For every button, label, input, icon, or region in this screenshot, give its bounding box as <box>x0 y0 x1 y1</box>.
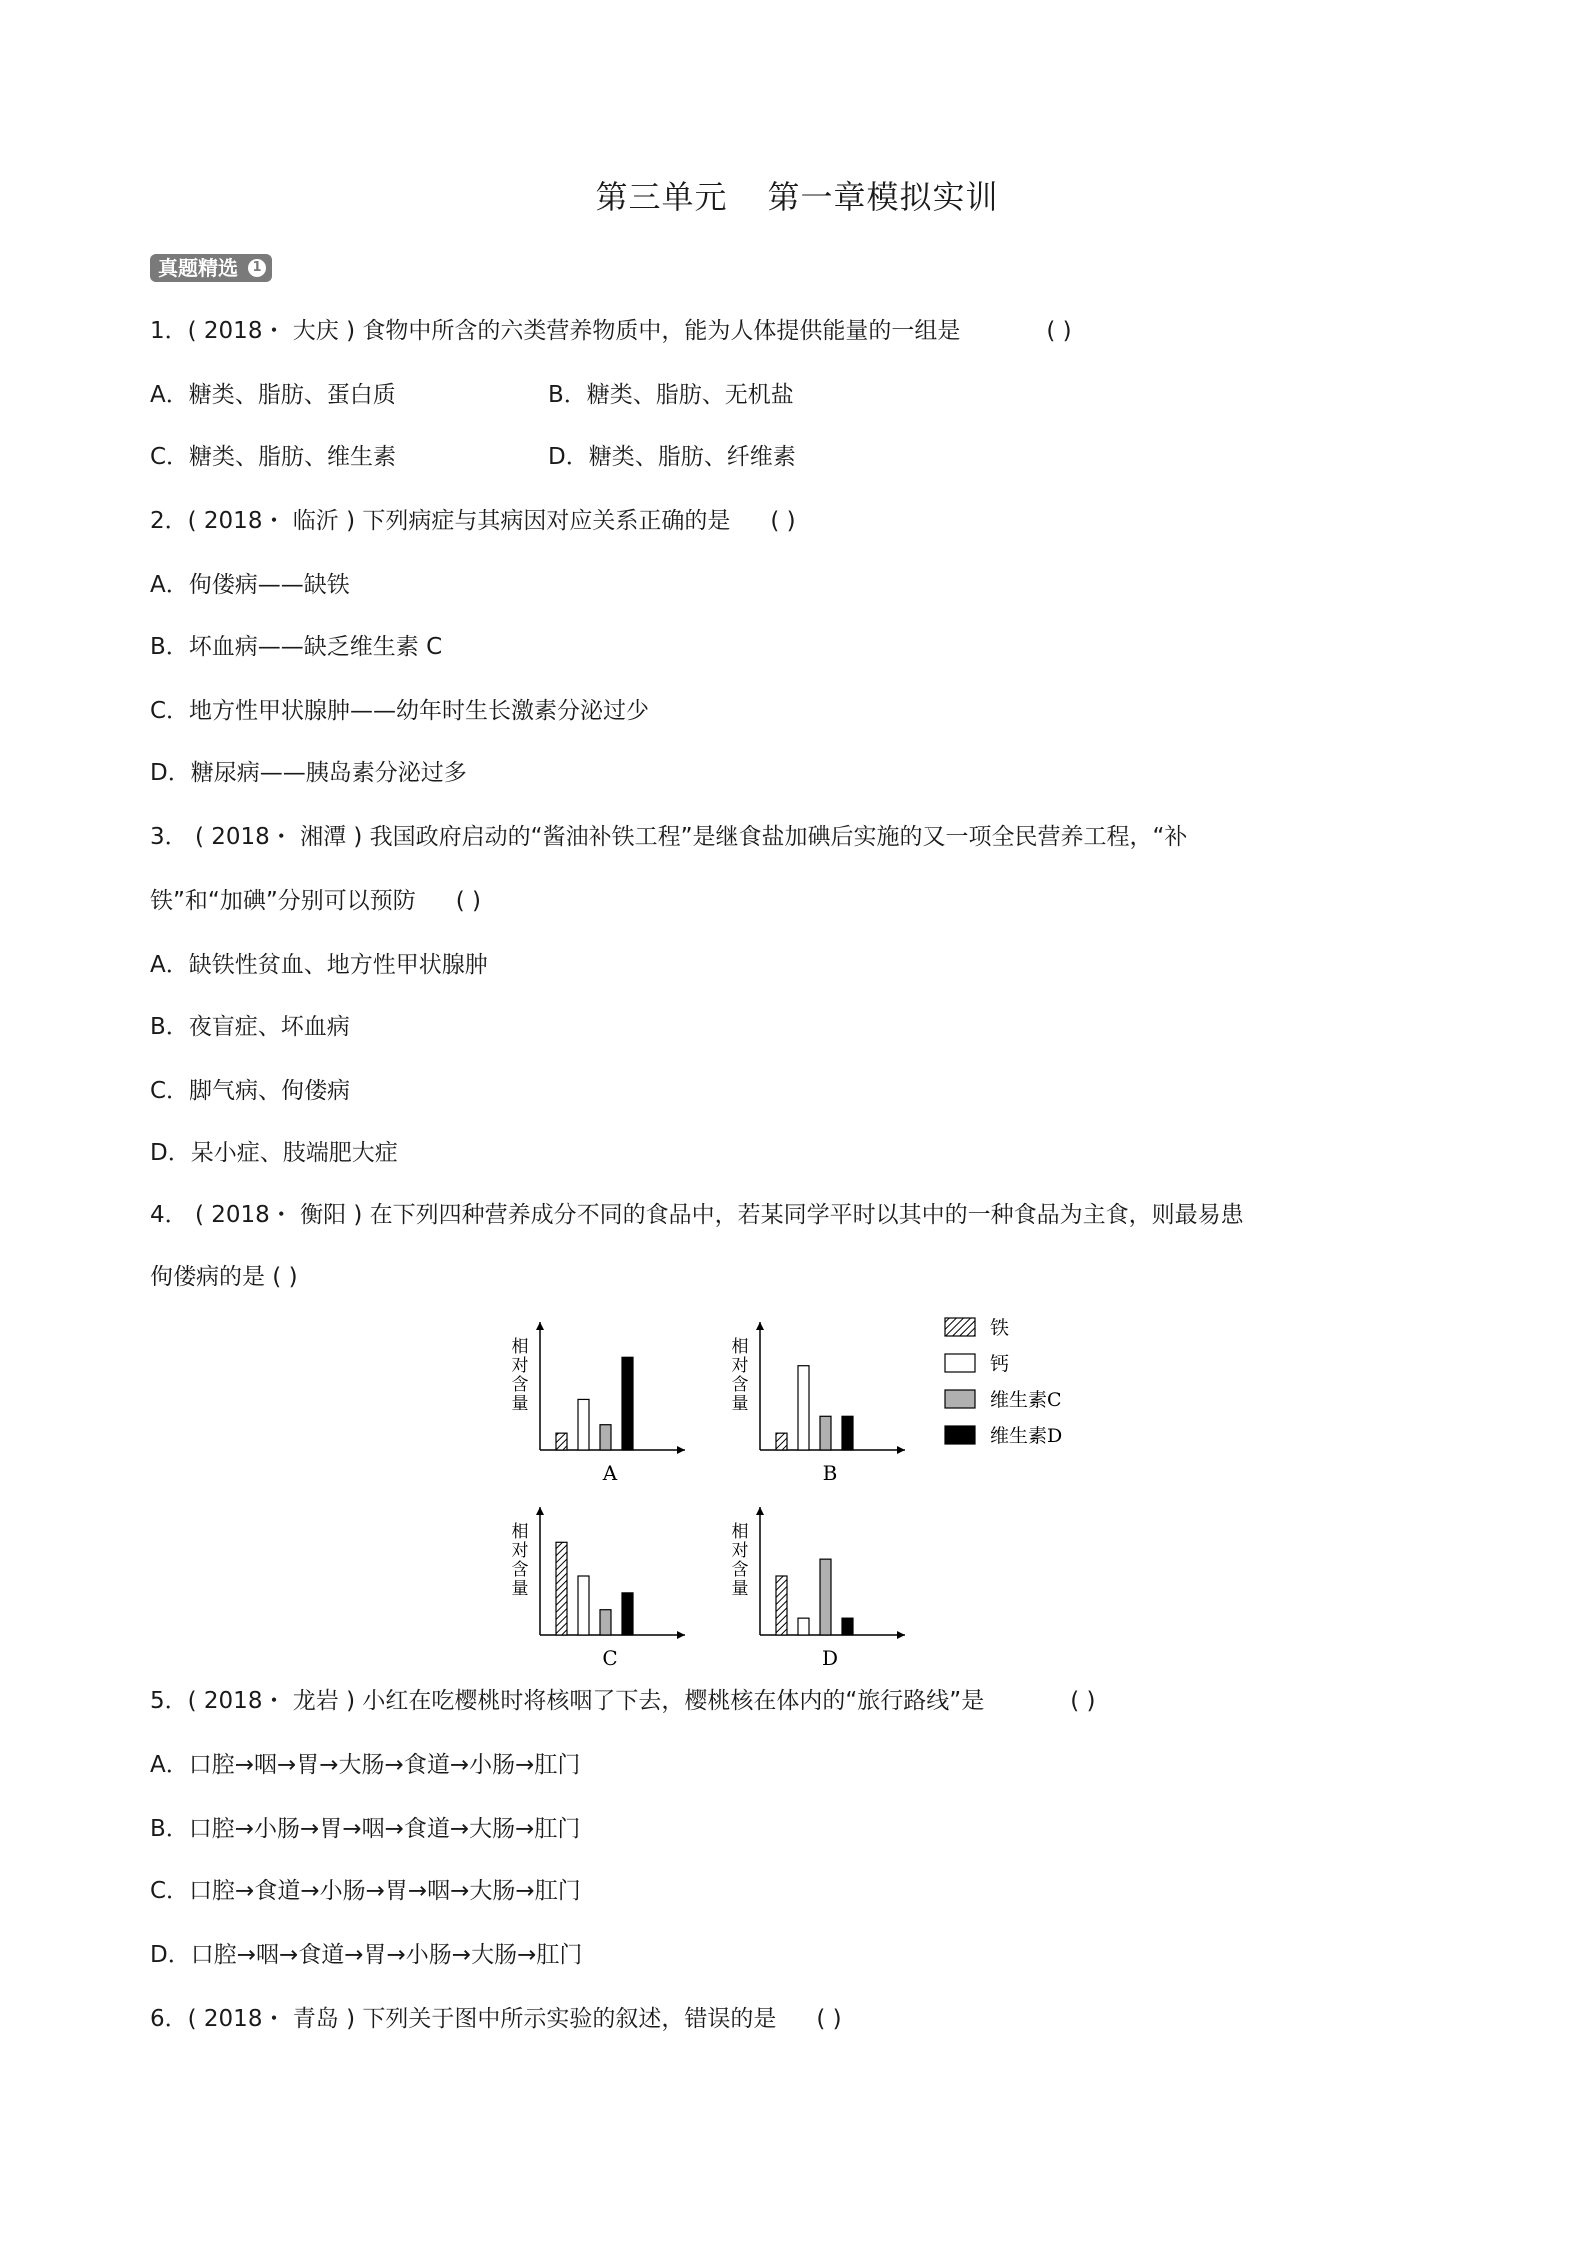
y-axis-arrow-icon <box>756 1507 764 1515</box>
question-2-option-c: C．地方性甲状腺肿——幼年时生长激素分泌过少 <box>150 698 650 724</box>
y-axis-arrow-icon <box>536 1322 544 1330</box>
legend-swatch <box>945 1426 975 1444</box>
section-badge-label: 真题精选 <box>158 256 238 280</box>
bar-c-1 <box>556 1542 567 1635</box>
question-3-stem-line2: 铁”和“加碘”分别可以预防 ( ) <box>150 888 482 914</box>
answer-blank: ( ) <box>770 508 796 534</box>
question-5-option-b: B．口腔→小肠→胃→咽→食道→大肠→肛门 <box>150 1816 581 1842</box>
chart-panel-c <box>512 1507 686 1670</box>
question-4-stem-line2: 佝偻病的是 ( ) <box>150 1264 298 1290</box>
bar-b-1 <box>776 1433 787 1450</box>
question-5-option-a: A．口腔→咽→胃→大肠→食道→小肠→肛门 <box>150 1752 581 1778</box>
bar-b-4 <box>842 1416 853 1450</box>
question-1-option-c: C．糖类、脂肪、维生素 <box>150 444 397 470</box>
y-axis-arrow-icon <box>536 1507 544 1515</box>
question-3-option-c: C．脚气病、佝偻病 <box>150 1078 351 1104</box>
bar-c-4 <box>622 1593 633 1635</box>
question-2-option-b: B．坏血病——缺乏维生素 C <box>150 634 443 660</box>
nutrient-bar-charts <box>500 1300 1100 1680</box>
legend-label: 维生素C <box>990 1389 1062 1411</box>
bar-a-1 <box>556 1433 567 1450</box>
legend-swatch <box>945 1318 975 1336</box>
question-5-option-c: C．口腔→食道→小肠→胃→咽→大肠→肛门 <box>150 1878 581 1904</box>
question-1-option-d: D．糖类、脂肪、纤维素 <box>548 444 796 470</box>
y-axis-arrow-icon <box>756 1322 764 1330</box>
question-2-option-d: D．糖尿病——胰岛素分泌过多 <box>150 760 467 786</box>
legend-label: 钙 <box>990 1353 1010 1375</box>
question-1-option-b: B．糖类、脂肪、无机盐 <box>548 382 794 408</box>
x-axis-arrow-icon <box>897 1631 905 1639</box>
chart-panel-b <box>732 1322 906 1485</box>
badge-marker-icon: 1 <box>248 259 266 277</box>
bar-a-4 <box>622 1357 633 1450</box>
title-unit: 第三单元 <box>595 178 728 216</box>
answer-blank: ( ) <box>816 2006 842 2032</box>
legend-label: 铁 <box>990 1317 1010 1339</box>
question-4-stem-line1: 4． ( 2018・ 衡阳 ) 在下列四种营养成分不同的食品中，若某同学平时以其中的一种食品为主食，则最易患 <box>150 1202 1244 1228</box>
question-1-option-a: A．糖类、脂肪、蛋白质 <box>150 382 396 408</box>
bar-a-2 <box>578 1399 589 1450</box>
bar-d-1 <box>776 1576 787 1635</box>
panel-label: B <box>822 1461 838 1485</box>
question-3-option-d: D．呆小症、肢端肥大症 <box>150 1140 398 1166</box>
answer-blank: ( ) <box>455 888 482 914</box>
question-3-stem-line1: 3． ( 2018・ 湘潭 ) 我国政府启动的“酱油补铁工程”是继食盐加碘后实施的又一项全民营养工程，“补 <box>150 824 1188 850</box>
bar-a-3 <box>600 1425 611 1450</box>
panel-label: D <box>821 1646 839 1670</box>
section-badge <box>150 254 272 282</box>
bar-b-3 <box>820 1416 831 1450</box>
answer-blank: ( ) <box>1070 1688 1096 1714</box>
answer-blank: ( ) <box>1046 318 1072 344</box>
x-axis-arrow-icon <box>677 1446 685 1454</box>
chart-legend <box>945 1317 1062 1447</box>
x-axis-arrow-icon <box>677 1631 685 1639</box>
question-1-stem: 1．( 2018・ 大庆 ) 食物中所含的六类营养物质中，能为人体提供能量的一组是 ( ) <box>150 318 1072 344</box>
chart-panel-a <box>512 1322 686 1485</box>
bar-c-2 <box>578 1576 589 1635</box>
x-axis-arrow-icon <box>897 1446 905 1454</box>
bar-c-3 <box>600 1610 611 1635</box>
question-6-stem: 6．( 2018・ 青岛 ) 下列关于图中所示实验的叙述，错误的是 ( ) <box>150 2006 842 2032</box>
question-5-stem: 5．( 2018・ 龙岩 ) 小红在吃樱桃时将核咽了下去，樱桃核在体内的“旅行路线”是 ( ) <box>150 1688 1096 1714</box>
page-title <box>0 172 1594 218</box>
y-axis-label: 相对含量 <box>511 1337 529 1414</box>
title-chapter: 第一章模拟实训 <box>767 178 999 216</box>
legend-swatch <box>945 1390 975 1408</box>
question-3-option-a: A．缺铁性贫血、地方性甲状腺肿 <box>150 952 488 978</box>
y-axis-label: 相对含量 <box>731 1522 749 1599</box>
bar-d-2 <box>798 1618 809 1635</box>
y-axis-label: 相对含量 <box>731 1337 749 1414</box>
question-2-option-a: A．佝偻病——缺铁 <box>150 572 350 598</box>
question-2-stem: 2．( 2018・ 临沂 ) 下列病症与其病因对应关系正确的是 ( ) <box>150 508 796 534</box>
y-axis-label: 相对含量 <box>511 1522 529 1599</box>
chart-panel-d <box>732 1507 906 1670</box>
question-5-option-d: D．口腔→咽→食道→胃→小肠→大肠→肛门 <box>150 1942 583 1968</box>
legend-label: 维生素D <box>990 1425 1063 1447</box>
bar-d-4 <box>842 1618 853 1635</box>
legend-swatch <box>945 1354 975 1372</box>
panel-label: A <box>602 1461 618 1485</box>
bar-b-2 <box>798 1366 809 1450</box>
bar-d-3 <box>820 1559 831 1635</box>
question-3-option-b: B．夜盲症、坏血病 <box>150 1014 350 1040</box>
panel-label: C <box>602 1646 618 1670</box>
